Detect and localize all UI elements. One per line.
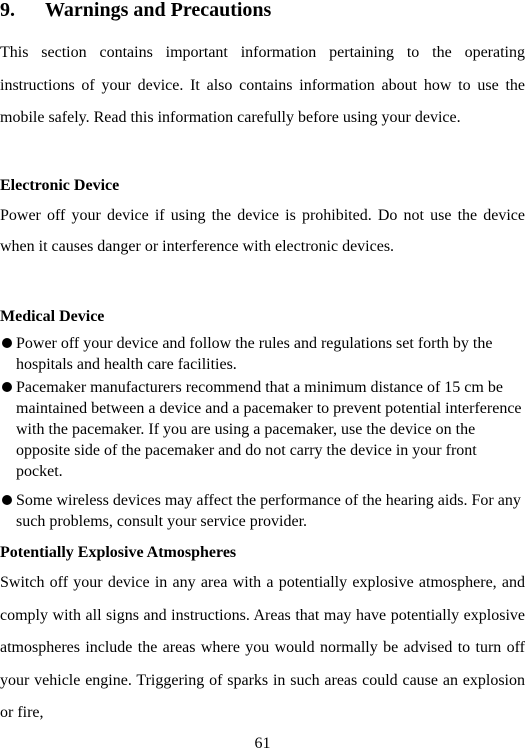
list-item	[0, 490, 525, 534]
section-title: Warnings and Precautions	[45, 0, 272, 21]
page-number: 61	[254, 735, 271, 752]
electronic-device-heading: Electronic Device	[0, 177, 120, 194]
list-item-text: Some wireless devices may affect the performance of the hearing aids. For any such problems, consult your service provider.	[16, 492, 521, 530]
explosive-atmospheres-heading: Potentially Explosive Atmospheres	[0, 544, 237, 561]
section-number: 9.	[0, 0, 15, 21]
section-intro-paragraph: This section contains important information pertaining to the operating instructions of your device. It also contains information about how to use the mobile safely. Read this information carefully before using your device.	[0, 44, 525, 127]
bullet-dot-icon	[2, 495, 12, 505]
medical-device-bullet-list	[0, 333, 525, 534]
medical-device-heading: Medical Device	[0, 308, 105, 325]
electronic-device-paragraph: Power off your device if using the device is prohibited. Do not use the device when it causes danger or interference with electronic devices.	[0, 207, 525, 256]
explosive-atmospheres-paragraph: Switch off your device in any area with a potentially explosive atmosphere, and comply with all signs and instructions. Areas that may have potentially explosive atmospheres include the areas where you would normally be advised to turn off your vehicle engine. Triggering of sparks in such areas could cause an explosion or fire,	[0, 574, 525, 721]
list-item-text: Power off your device and follow the rules and regulations set forth by the hospitals and health care facilities.	[16, 335, 493, 373]
bullet-dot-icon	[2, 382, 12, 392]
list-item-text: Pacemaker manufacturers recommend that a minimum distance of 15 cm be maintained between a device and a pacemaker to prevent potential interference with the pacemaker. If you are using a pacemaker, use the device on the opposite side of the pacemaker and do not carry the device in your front pocket.	[16, 379, 522, 480]
bullet-dot-icon	[2, 338, 12, 348]
section-heading	[0, 0, 271, 23]
list-item	[0, 333, 525, 377]
list-item	[0, 377, 525, 490]
